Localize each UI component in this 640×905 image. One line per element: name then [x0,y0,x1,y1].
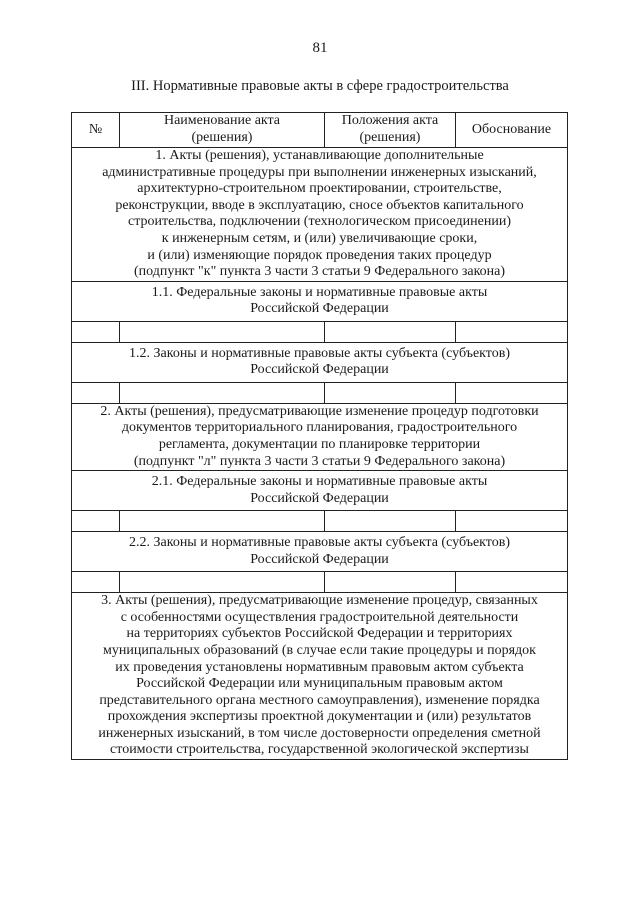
header-number: № [72,113,120,148]
empty-row [72,382,568,403]
page-number: 81 [312,40,328,56]
header-act-name-line1: Наименование акта [163,113,281,129]
empty-cell [325,382,456,403]
empty-cell [456,572,568,593]
empty-row [72,572,568,593]
header-justification: Обоснование [456,113,568,148]
text-line: (подпункт "к" пункта 3 части 3 статьи 9 Федерального закона) [133,264,506,280]
empty-cell [325,321,456,342]
text-line: к инженерным сетям, и (или) увеличивающие сроки, [161,230,478,246]
text-line: 2.1. Федеральные законы и нормативные правовые акты [151,474,488,490]
text-line: их проведения установлены нормативным правовым актом субъекта [115,659,524,675]
text-line: 1.2. Законы и нормативные правовые акты субъекта (субъектов) [129,345,510,361]
text-line: инженерных изысканий, в том числе достоверности определения сметной [98,725,541,741]
text-line: Российской Федерации [250,301,389,317]
text-line: 1. Акты (решения), устанавливающие дополнительные [155,148,484,163]
empty-row [72,321,568,342]
text-line: административные процедуры при выполнении инженерных изысканий, [102,164,537,180]
empty-cell [120,511,325,532]
empty-cell [456,321,568,342]
text-line: 1.1. Федеральные законы и нормативные правовые акты [151,284,488,300]
text-line: представительного органа местного самоуправления), изменение порядка [99,692,540,708]
empty-cell [120,382,325,403]
group-heading-1 [72,148,568,282]
text-line: регламента, документации по планировке территории [158,436,481,452]
text-line: Российской Федерации [250,362,389,378]
subgroup-row-2-2 [72,532,568,572]
group-heading-3 [72,593,568,760]
empty-cell [456,511,568,532]
text-line: 2.2. Законы и нормативные правовые акты субъекта (субъектов) [129,535,510,551]
empty-cell [120,572,325,593]
empty-cell [325,511,456,532]
text-line: (подпункт "л" пункта 3 части 3 статьи 9 Федерального закона) [133,453,506,469]
text-line: Российской Федерации [250,551,389,567]
subgroup-heading-1-1 [72,281,568,321]
header-act-name [120,113,325,148]
empty-cell [120,321,325,342]
subgroup-heading-2-2 [72,532,568,572]
group-heading-2 [72,403,568,470]
text-line: строительства, подключении (технологическом присоединении) [127,214,512,230]
text-line: архитектурно-строительном проектировании, строительстве, [137,181,502,197]
empty-row [72,511,568,532]
empty-cell [72,321,120,342]
group-row-2 [72,403,568,470]
subgroup-heading-2-1 [72,471,568,511]
header-act-provisions-line2: (решения) [359,130,421,145]
empty-cell [72,511,120,532]
empty-cell [72,572,120,593]
empty-cell [325,572,456,593]
text-line: документов территориального планирования, градостроительного [121,420,518,436]
text-line: 2. Акты (решения), предусматривающие изменение процедур подготовки [100,403,539,419]
group-row-3 [72,593,568,760]
text-line: с особенностями осуществления градостроительной деятельности [120,609,519,625]
header-act-name-line2: (решения) [191,130,253,145]
section-title: III. Нормативные правовые акты в сфере градостроительства [131,78,509,94]
text-line: 3. Акты (решения), предусматривающие изменение процедур, связанных [101,593,538,609]
subgroup-row-1-2 [72,342,568,382]
text-line: Российской Федерации или муниципальным правовым актом [136,676,503,692]
subgroup-heading-1-2 [72,342,568,382]
empty-cell [456,382,568,403]
subgroup-row-1-1 [72,281,568,321]
text-line: Российской Федерации [250,490,389,506]
header-act-provisions-line1: Положения акта [341,113,439,129]
text-line: реконструкции, вводе в эксплуатацию, сносе объектов капитального [115,197,524,213]
header-act-provisions [325,113,456,148]
empty-cell [72,382,120,403]
subgroup-row-2-1 [72,471,568,511]
acts-table [71,112,568,760]
header-row [72,113,568,148]
text-line: муниципальных образований (в случае если такие процедуры и порядок [103,642,536,658]
text-line: стоимости строительства, государственной экологической экспертизы [110,742,529,758]
text-line: и (или) изменяющие порядок проведения таких процедур [147,247,492,263]
text-line: прохождения экспертизы проектной документации и (или) результатов [107,709,532,725]
text-line: на территориях субъектов Российской Федерации и территориях [126,626,513,642]
group-row-1 [72,148,568,282]
